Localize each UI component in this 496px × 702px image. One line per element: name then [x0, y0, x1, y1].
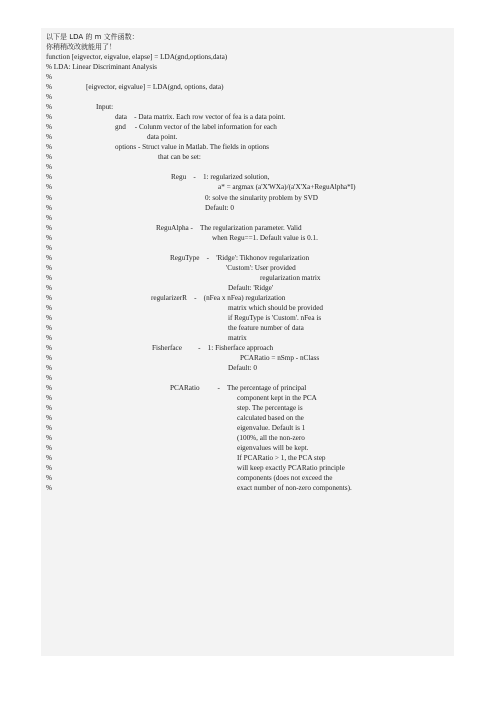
doc-line — [46, 273, 454, 283]
line-text: (100%, all the non-zero — [237, 434, 305, 443]
line-text: % LDA: Linear Discriminant Analysis — [46, 63, 157, 72]
doc-line — [46, 243, 454, 253]
line-text: if ReguType is 'Custom'. nFea is — [228, 313, 322, 322]
line-text: exact number of non-zero components). — [237, 484, 352, 493]
line-text: [eigvector, eigvalue] = LDA(gnd, options, data) — [86, 83, 224, 92]
comment-mark: % — [46, 273, 52, 282]
line-text: calculated based on the — [237, 414, 304, 423]
line-text: matrix which should be provided — [228, 303, 324, 312]
line-text: 以下是 LDA 的 m 文件函数： — [46, 33, 139, 41]
comment-mark: % — [46, 434, 52, 443]
doc-line — [46, 82, 454, 92]
line-text: options - Struct value in Matlab. The fields in options — [115, 143, 269, 152]
line-text: step. The percentage is — [237, 404, 303, 413]
comment-mark: % — [46, 323, 52, 332]
comment-mark: % — [46, 354, 52, 362]
line-text: Default: 0 — [205, 203, 234, 212]
doc-line — [46, 353, 454, 363]
line-text: Default: 'Ridge' — [228, 283, 274, 292]
comment-mark: % — [46, 404, 52, 413]
doc-line — [46, 393, 454, 403]
line-text: regularizerR - (nFea x nFea) regularization — [151, 293, 286, 302]
doc-line — [46, 283, 454, 293]
comment-mark: % — [46, 424, 52, 433]
doc-line — [46, 122, 454, 132]
doc-line — [46, 112, 454, 122]
comment-mark: % — [46, 484, 52, 493]
line-text: PCARatio = nSmp - nClass — [240, 354, 320, 362]
doc-line — [46, 443, 454, 453]
doc-line — [46, 473, 454, 483]
comment-mark: % — [46, 193, 52, 202]
comment-mark: % — [46, 253, 52, 262]
doc-line — [46, 72, 454, 82]
comment-mark: % — [46, 464, 52, 473]
line-text: gnd - Colunm vector of the label information for each — [115, 123, 277, 132]
doc-line — [46, 433, 454, 443]
line-text: eigenvalues will be kept. — [237, 444, 309, 453]
line-text: data - Data matrix. Each row vector of fea is a data point. — [115, 113, 286, 122]
doc-line — [46, 32, 454, 42]
line-text: % — [46, 163, 52, 172]
line-text: 0: solve the sinularity problem by SVD — [205, 193, 318, 202]
line-text: function [eigvector, eigvalue, elapse] = LDA(gnd,options,data) — [46, 53, 228, 62]
doc-line — [46, 423, 454, 433]
doc-line — [46, 42, 454, 52]
doc-line — [46, 193, 454, 203]
comment-mark: % — [46, 303, 52, 312]
line-text: 'Custom': User provided — [226, 263, 296, 272]
doc-line — [46, 263, 454, 273]
line-text: the feature number of data — [228, 323, 304, 332]
doc-line — [46, 303, 454, 313]
comment-mark: % — [46, 313, 52, 322]
line-text: will keep exactly PCARatio principle — [237, 464, 345, 473]
line-text: If PCARatio > 1, the PCA step — [237, 454, 326, 463]
comment-mark: % — [46, 444, 52, 453]
line-text: data point. — [147, 133, 178, 142]
line-text: ReguType - 'Ridge': Tikhonov regularization — [170, 253, 310, 262]
line-text: Fisherface - 1: Fisherface approach — [152, 343, 274, 352]
comment-mark: % — [46, 203, 52, 212]
line-text: ReguAlpha - The regularization parameter. Valid — [156, 223, 302, 232]
doc-line — [46, 363, 454, 373]
doc-line — [46, 162, 454, 172]
comment-mark: % — [46, 233, 52, 242]
line-text: % — [46, 213, 52, 222]
doc-line — [46, 343, 454, 353]
doc-line — [46, 213, 454, 223]
doc-line — [46, 172, 454, 182]
doc-line — [46, 152, 454, 162]
comment-mark: % — [46, 414, 52, 423]
line-text: 你稍稍改改就能用了！ — [46, 43, 116, 52]
comment-mark: % — [46, 474, 52, 483]
doc-line — [46, 233, 454, 243]
comment-mark: % — [46, 333, 52, 342]
line-text: Default: 0 — [228, 364, 257, 373]
line-text: Input: — [96, 103, 114, 112]
comment-mark: % — [46, 263, 52, 272]
comment-mark: % — [46, 394, 52, 403]
doc-line — [46, 223, 454, 233]
comment-mark: % — [46, 143, 52, 152]
doc-line — [46, 403, 454, 413]
doc-line — [46, 92, 454, 102]
line-text: PCARatio - The percentage of principal — [170, 384, 307, 393]
comment-mark: % — [46, 283, 52, 292]
line-text: components (does not exceed the — [237, 474, 333, 483]
line-text: matrix — [228, 333, 247, 342]
comment-mark: % — [46, 123, 52, 132]
line-text: a* = argmax (a'X'WXa)/(a'X'Xa+ReguAlpha*I) — [218, 183, 356, 192]
line-text: regularization matrix — [260, 273, 321, 282]
line-text: % — [46, 374, 52, 383]
doc-line — [46, 323, 454, 333]
comment-mark: % — [46, 153, 52, 162]
doc-line — [46, 383, 454, 393]
comment-mark: % — [46, 173, 52, 182]
line-text: that can be set: — [158, 153, 201, 162]
doc-line — [46, 132, 454, 142]
comment-mark: % — [46, 103, 52, 112]
comment-mark: % — [46, 83, 52, 92]
comment-mark: % — [46, 364, 52, 373]
comment-mark: % — [46, 454, 52, 463]
doc-line — [46, 52, 454, 62]
line-text: % — [46, 93, 52, 102]
comment-mark: % — [46, 343, 52, 352]
line-text: component kept in the PCA — [237, 394, 317, 403]
comment-mark: % — [46, 133, 52, 142]
doc-line — [46, 253, 454, 263]
doc-line — [46, 483, 454, 493]
doc-line — [46, 62, 454, 72]
doc-line — [46, 203, 454, 213]
doc-line — [46, 182, 454, 192]
doc-line — [46, 142, 454, 152]
doc-line — [46, 313, 454, 323]
doc-line — [46, 293, 454, 303]
comment-mark: % — [46, 223, 52, 232]
line-text: eigenvalue. Default is 1 — [237, 424, 306, 433]
doc-line — [46, 373, 454, 383]
doc-line — [46, 333, 454, 343]
doc-line — [46, 413, 454, 423]
comment-mark: % — [46, 293, 52, 302]
line-text: when Regu==1. Default value is 0.1. — [212, 233, 318, 242]
line-text: Regu - 1: regularized solution, — [171, 173, 270, 182]
line-text: % — [46, 243, 52, 252]
comment-mark: % — [46, 183, 52, 192]
doc-line — [46, 453, 454, 463]
comment-mark: % — [46, 113, 52, 122]
line-text: % — [46, 73, 52, 82]
comment-mark: % — [46, 384, 52, 393]
code-document — [46, 32, 454, 493]
doc-line — [46, 463, 454, 473]
doc-line — [46, 102, 454, 112]
